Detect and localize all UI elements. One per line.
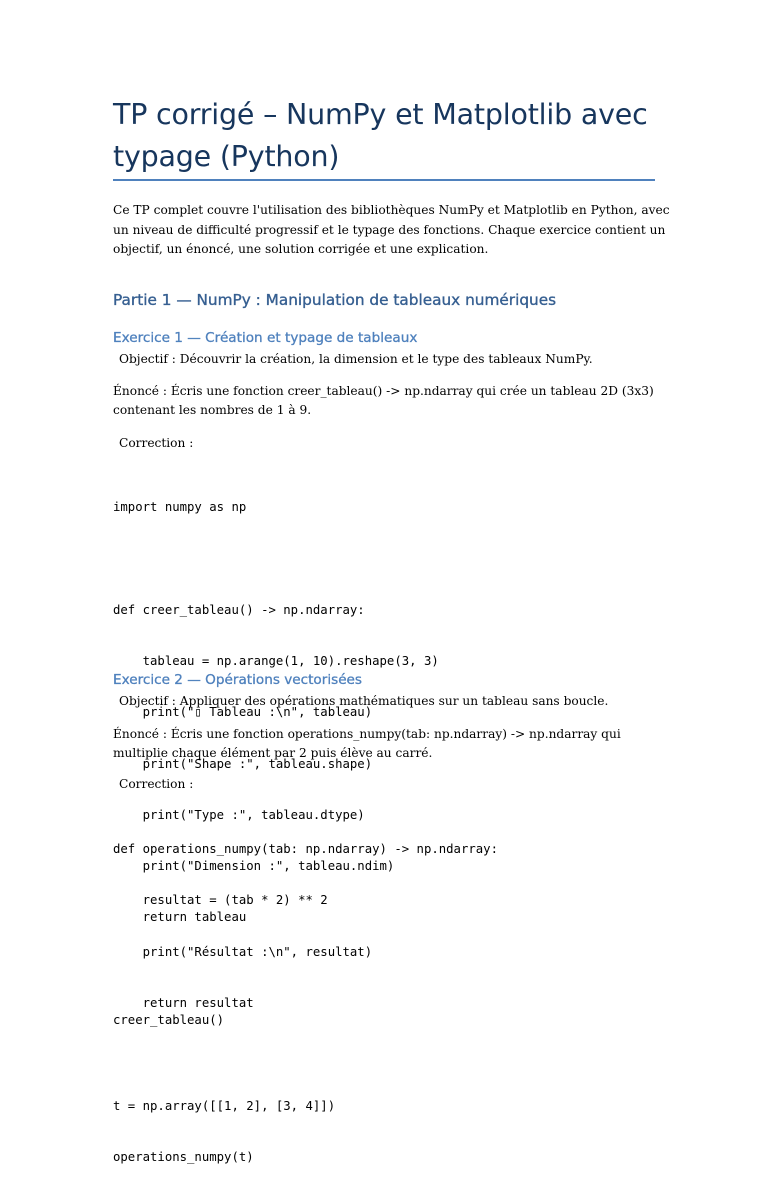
code-line: return tableau bbox=[113, 910, 247, 925]
exercise2-objective bbox=[113, 692, 661, 711]
code-line: return resultat bbox=[113, 996, 254, 1011]
exercise2-statement-line: Énoncé : Écris une fonction operations_numpy(tab: np.ndarray) -> np.ndarray qui bbox=[113, 727, 621, 741]
code-line: print("Type :", tableau.dtype) bbox=[113, 807, 365, 822]
code-line: print("Shape :", tableau.shape) bbox=[113, 756, 373, 771]
code-line: operations_numpy(t) bbox=[113, 1149, 254, 1164]
code-line: print("▯ Tableau :\n", tableau) bbox=[113, 705, 373, 720]
code-line: creer_tableau() bbox=[113, 1013, 225, 1027]
exercise1-statement-line: Énoncé : Écris une fonction creer_tableau() -> np.ndarray qui crée un tableau 2D (3x3) bbox=[113, 384, 654, 398]
exercise2-code-block bbox=[113, 807, 498, 1200]
document-title: TP corrigé – NumPy et Matplotlib avec typage (Python) bbox=[113, 98, 648, 173]
exercise1-objective-text: Objectif : Découvrir la création, la dimension et le type des tableaux NumPy. bbox=[119, 352, 593, 366]
code-line: def operations_numpy(tab: np.ndarray) -> np.ndarray: bbox=[113, 842, 498, 857]
exercise2-heading: Exercice 2 — Opérations vectorisées bbox=[113, 672, 363, 688]
code-line bbox=[113, 1046, 498, 1063]
title-underline bbox=[113, 179, 655, 181]
code-line: tableau = np.arange(1, 10).reshape(3, 3) bbox=[113, 654, 439, 669]
exercise1-correction-label: Correction : bbox=[119, 436, 194, 450]
exercise1-statement-line: contenant les nombres de 1 à 9. bbox=[113, 403, 312, 417]
code-line: resultat = (tab * 2) ** 2 bbox=[113, 893, 328, 908]
code-line: print("Dimension :", tableau.ndim) bbox=[113, 859, 395, 874]
part1-heading: Partie 1 — NumPy : Manipulation de tableaux numériques bbox=[113, 291, 557, 309]
code-line: import numpy as np bbox=[113, 500, 247, 515]
exercise2-statement bbox=[113, 725, 655, 763]
exercise1-statement bbox=[113, 382, 655, 420]
exercise2-objective-text: Objectif : Appliquer des opérations mathématiques sur un tableau sans boucle. bbox=[119, 694, 609, 708]
exercise1-objective bbox=[113, 350, 661, 369]
exercise1-heading: Exercice 1 — Création et typage de tableaux bbox=[113, 330, 418, 346]
exercise1-correction bbox=[113, 434, 661, 453]
intro-paragraph bbox=[113, 201, 670, 260]
code-line: print("Résultat :\n", resultat) bbox=[113, 944, 373, 959]
intro-line: objectif, un énoncé, une solution corrigée et une explication. bbox=[113, 242, 489, 256]
code-line: def creer_tableau() -> np.ndarray: bbox=[113, 602, 365, 617]
code-line: t = np.array([[1, 2], [3, 4]]) bbox=[113, 1098, 336, 1113]
code-line bbox=[113, 550, 439, 567]
exercise2-correction-label: Correction : bbox=[119, 777, 194, 791]
intro-line: un niveau de difficulté progressif et le typage des fonctions. Chaque exercice contient un bbox=[113, 222, 666, 237]
exercise2-statement-line: multiplie chaque élément par 2 puis élève au carré. bbox=[113, 746, 433, 760]
intro-line: Ce TP complet couvre l'utilisation des bibliothèques NumPy et Matplotlib en Python, avec bbox=[113, 203, 670, 217]
exercise2-correction bbox=[113, 775, 661, 794]
